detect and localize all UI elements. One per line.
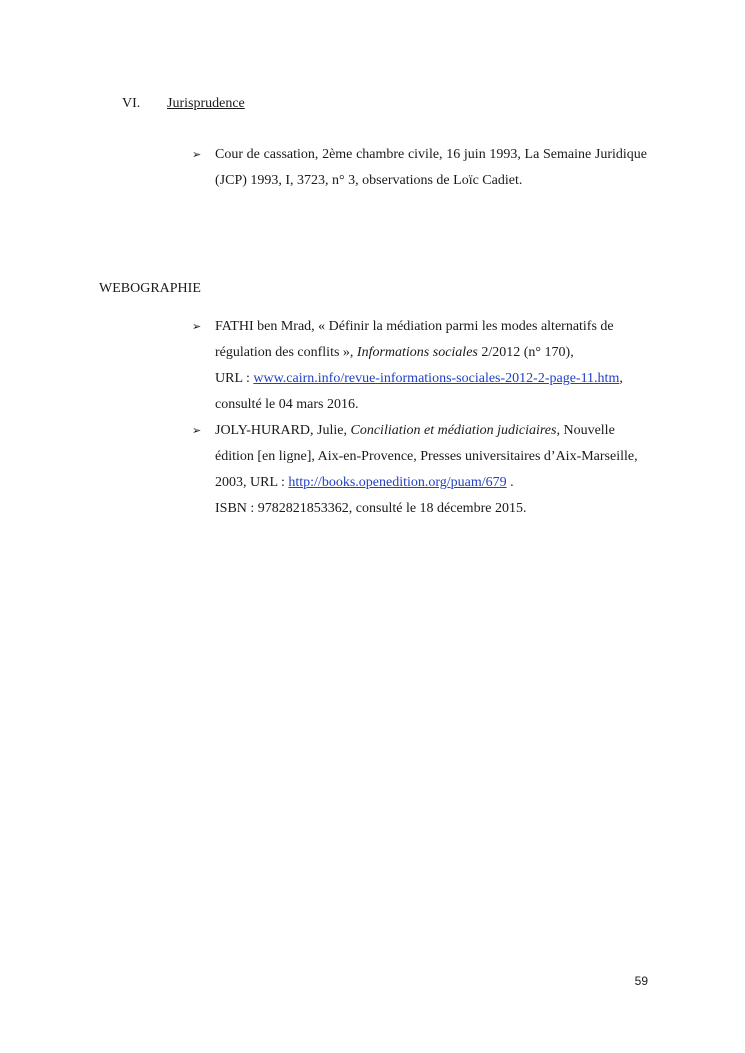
- reference-text: [215, 314, 647, 418]
- url-label: URL :: [215, 371, 254, 386]
- reference-publisher: Nouvelle édition [en ligne], Aix-en-Provence, Presses universitaires d’Aix-Marseille, 2003,: [215, 423, 638, 490]
- reference-author: JOLY-HURARD, Julie,: [215, 423, 351, 438]
- jurisprudence-list: [192, 142, 647, 194]
- arrow-bullet-icon: ➢: [192, 149, 202, 161]
- list-item: [192, 418, 647, 522]
- reference-issue: 2/2012 (n° 170),: [477, 345, 574, 360]
- list-item: [192, 314, 647, 418]
- list-item: [192, 142, 647, 194]
- section-title: Jurisprudence: [167, 96, 245, 111]
- webographie-list: [192, 314, 647, 522]
- citation-text: Cour de cassation, 2ème chambre civile, 16 juin 1993, La Semaine Juridique (JCP) 1993, I, 3723, n° 3, observations de Loïc Cadiet.: [215, 147, 647, 188]
- reference-link[interactable]: www.cairn.info/revue-informations-sociales-2012-2-page-11.htm: [253, 371, 620, 386]
- reference-tail: .: [506, 475, 514, 490]
- reference-journal: Informations sociales: [356, 345, 478, 360]
- reference-link[interactable]: http://books.openedition.org/puam/679: [288, 475, 507, 490]
- section-number: VI.: [122, 96, 141, 111]
- webographie-heading: WEBOGRAPHIE: [99, 281, 201, 296]
- reference-isbn: ISBN : 9782821853362, consulté le 18 décembre 2015.: [215, 501, 527, 516]
- reference-author-title: FATHI ben Mrad, « Définir la médiation parmi les modes alternatifs de régulation des conflits »,: [215, 319, 614, 360]
- page-number: 59: [634, 974, 648, 988]
- url-label: URL :: [250, 475, 289, 490]
- reference-consulted: , consulté le 04 mars 2016.: [215, 371, 623, 412]
- reference-text: [215, 418, 647, 522]
- reference-book-title: Conciliation et médiation judiciaires,: [350, 423, 560, 438]
- arrow-bullet-icon: ➢: [192, 425, 202, 437]
- arrow-bullet-icon: ➢: [192, 321, 202, 333]
- section-heading: [122, 95, 245, 113]
